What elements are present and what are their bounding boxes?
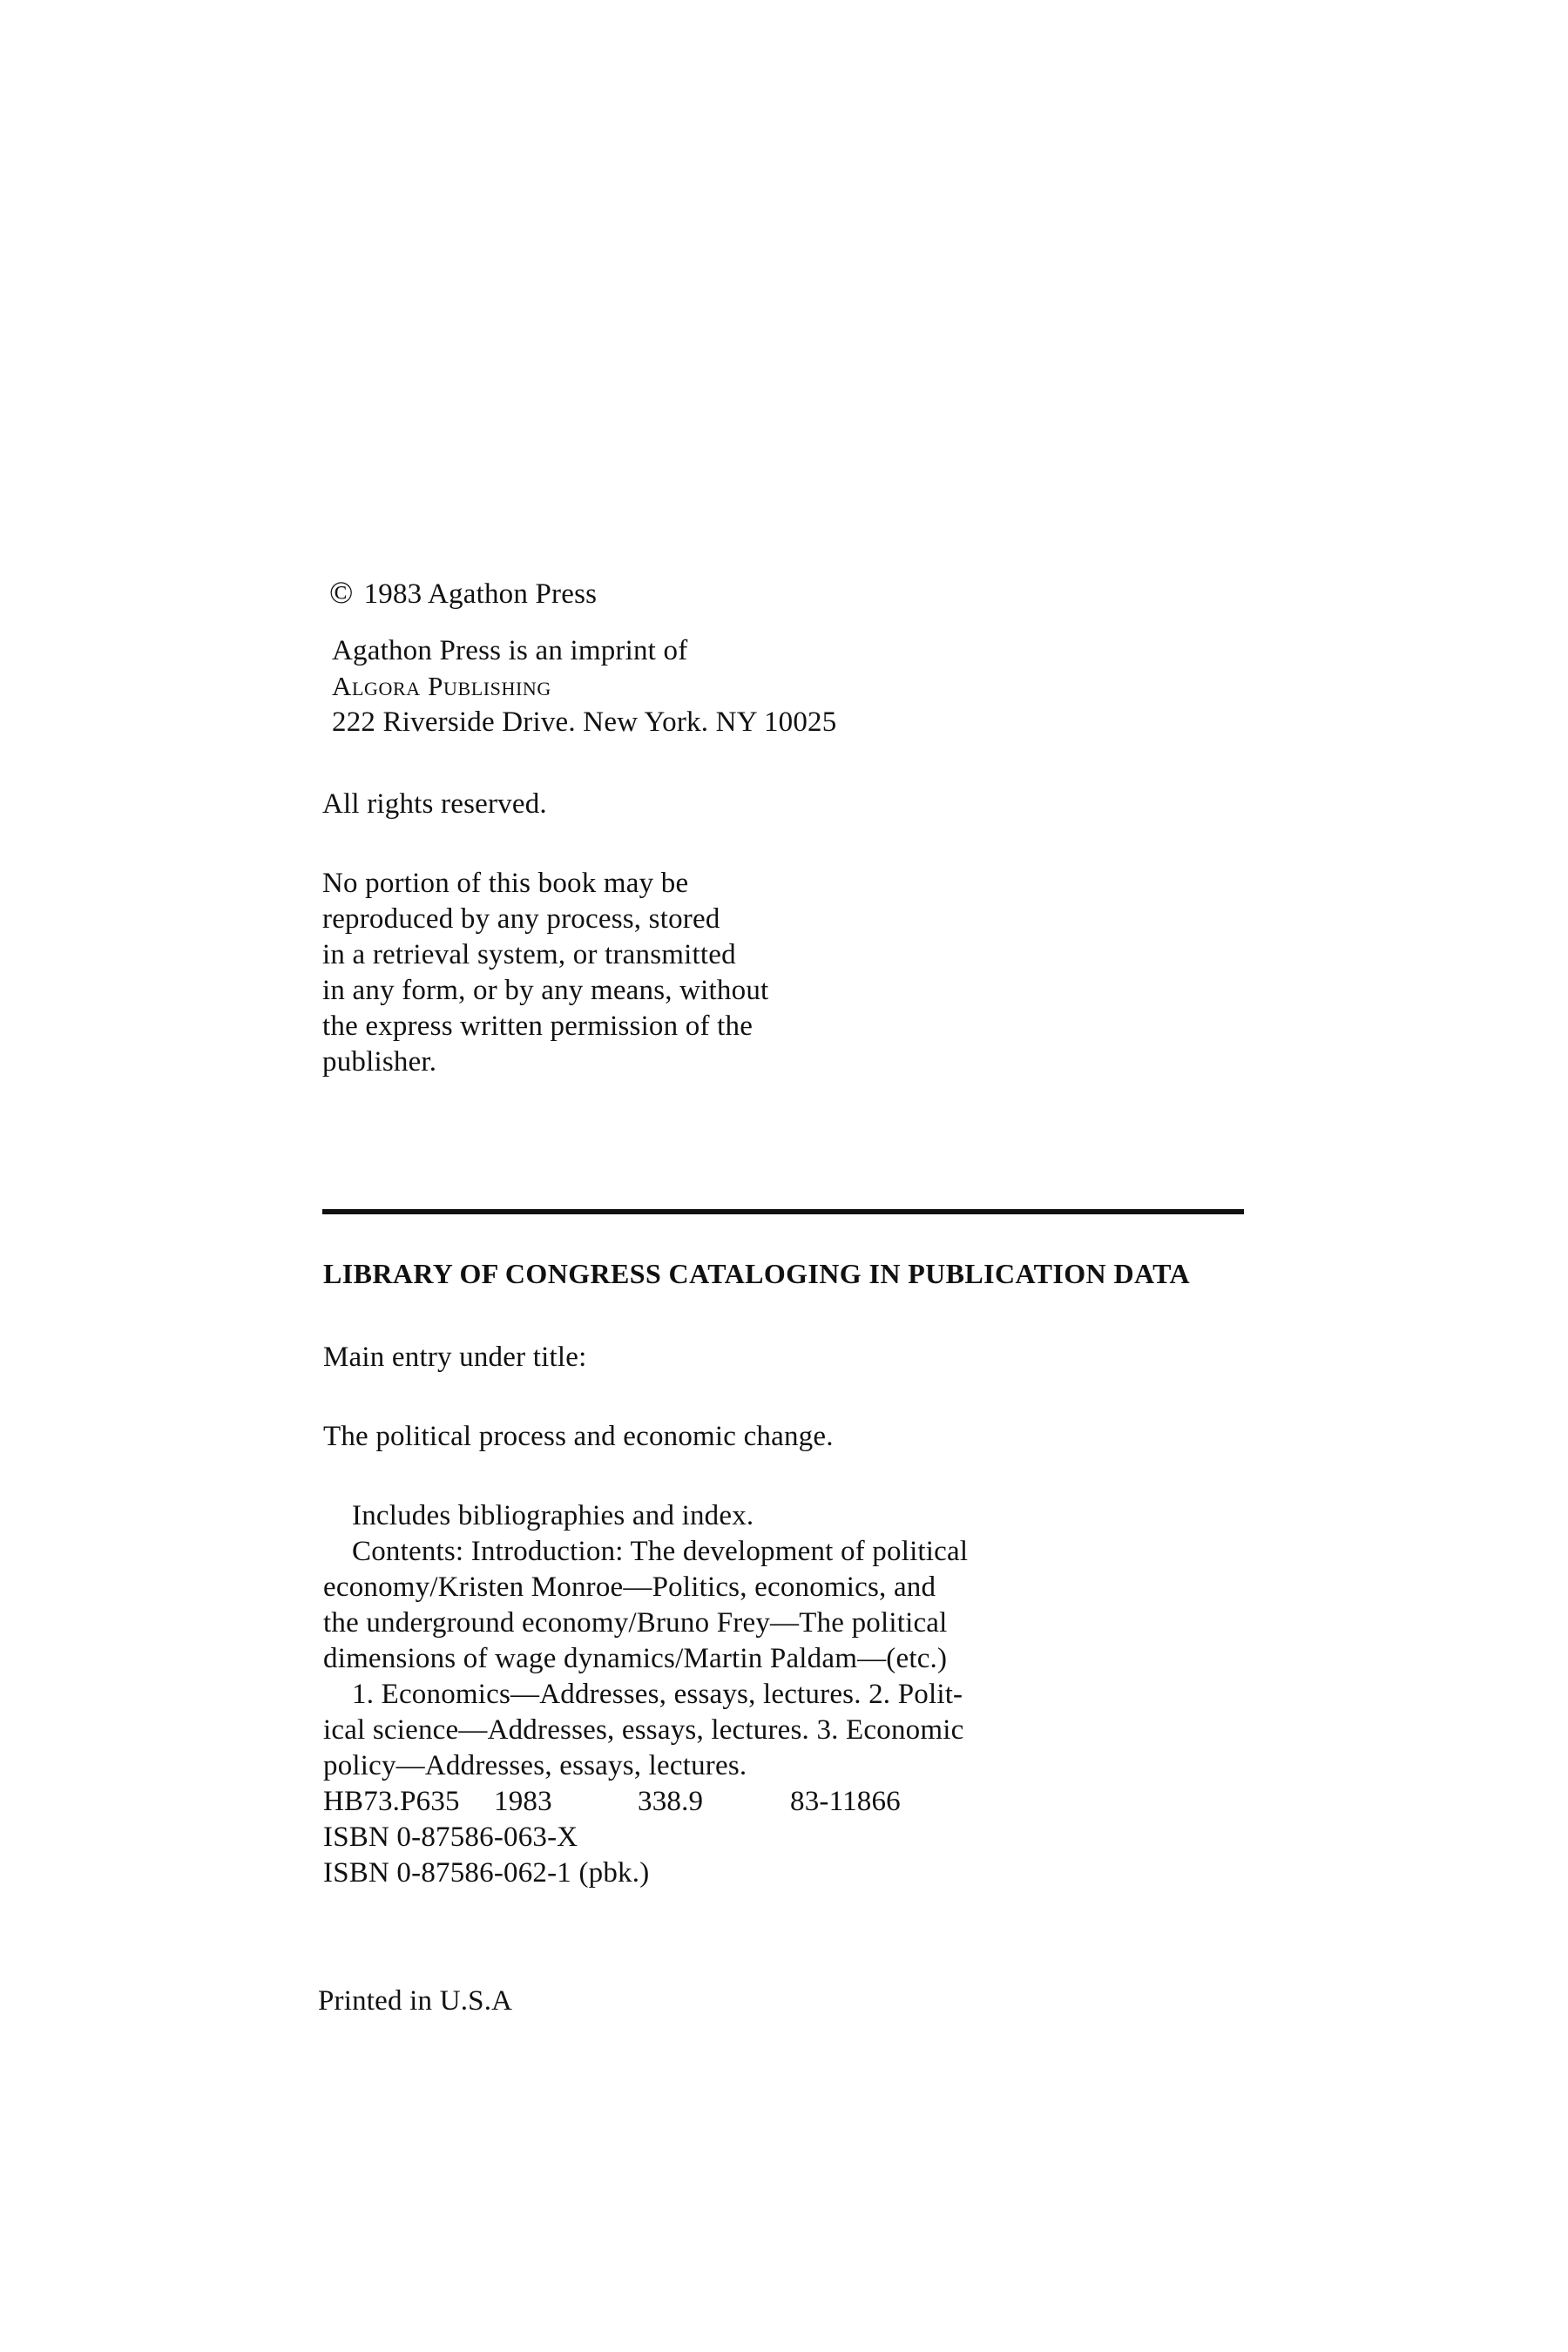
cip-classification-row: [323, 1784, 1194, 1819]
dewey-number: 338.9: [638, 1786, 704, 1817]
publisher-address: 222 Riverside Drive. New York. NY 10025: [332, 706, 837, 738]
copyright-symbol: ©: [329, 575, 354, 610]
cip-divider: [322, 1209, 1244, 1214]
imprint-line: Agathon Press is an imprint of: [332, 635, 688, 666]
cip-note-line: policy—Addresses, essays, lectures.: [323, 1750, 747, 1781]
lccn: 83-11866: [790, 1786, 901, 1817]
cip-note-line: Includes bibliographies and index.: [352, 1500, 754, 1531]
publisher-name: Algora Publishing: [332, 671, 551, 701]
isbn-line: ISBN 0-87586-062-1 (pbk.): [323, 1857, 650, 1889]
cip-note-line: economy/Kristen Monroe—Politics, economics, and: [323, 1571, 936, 1603]
classification-year: 1983: [494, 1786, 552, 1817]
rights-reserved: All rights reserved.: [322, 788, 547, 820]
rights-notice-line: publisher.: [322, 1046, 437, 1078]
cip-note-line: ical science—Addresses, essays, lectures. 3. Economic: [323, 1714, 964, 1746]
rights-notice-line: the express written permission of the: [322, 1010, 754, 1042]
call-number: HB73.P635: [323, 1786, 460, 1817]
cip-heading: LIBRARY OF CONGRESS CATALOGING IN PUBLICATION DATA: [323, 1258, 1190, 1289]
cip-title: The political process and economic change.: [323, 1421, 834, 1452]
cip-note-line: dimensions of wage dynamics/Martin Paldam—(etc.): [323, 1643, 948, 1674]
rights-notice-line: in any form, or by any means, without: [322, 975, 769, 1006]
copyright-line: [329, 575, 597, 612]
copyright-text: 1983 Agathon Press: [363, 578, 598, 610]
isbn-line: ISBN 0-87586-063-X: [323, 1821, 578, 1853]
cip-note-line: the underground economy/Bruno Frey—The political: [323, 1607, 948, 1639]
rights-notice-line: reproduced by any process, stored: [322, 903, 720, 935]
cip-main-entry: Main entry under title:: [323, 1342, 587, 1373]
rights-notice-line: in a retrieval system, or transmitted: [322, 939, 736, 970]
rights-notice-line: No portion of this book may be: [322, 868, 689, 899]
cip-note-line: Contents: Introduction: The development of political: [352, 1536, 969, 1567]
cip-note-line: 1. Economics—Addresses, essays, lectures. 2. Polit-: [352, 1679, 963, 1710]
printed-in: Printed in U.S.A: [318, 1985, 513, 2017]
